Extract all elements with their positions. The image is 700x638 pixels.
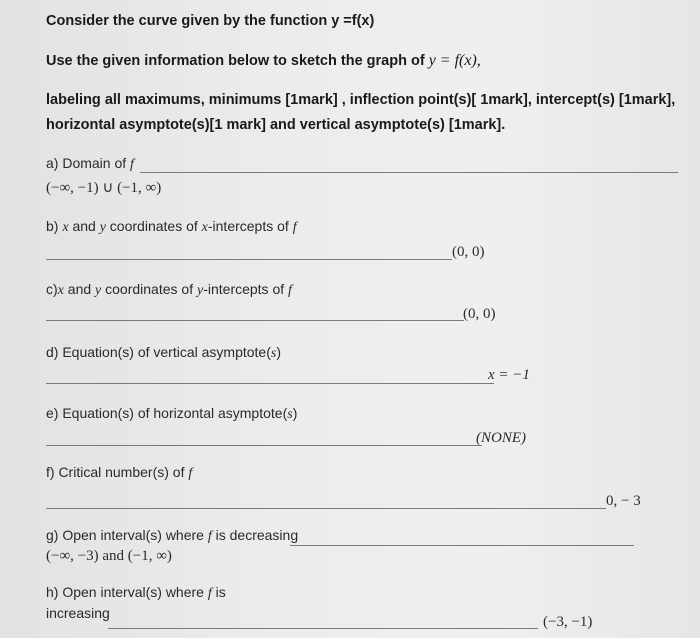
- question-h-prefix: h) Open interval(s) where: [46, 584, 208, 600]
- answer-b: (0, 0): [452, 244, 485, 260]
- question-b-prefix: b): [46, 218, 63, 234]
- answer-line-f: [46, 508, 606, 509]
- question-c-mid: and: [63, 281, 96, 297]
- question-g-prefix: g) Open interval(s) where: [46, 527, 208, 543]
- question-c-f: f: [288, 283, 292, 298]
- question-f-label: [46, 464, 192, 482]
- question-d-prefix: d) Equation(s) of vertical asymptote(: [46, 344, 271, 360]
- question-b-y: y: [99, 220, 106, 235]
- answer-h: (−3, −1): [543, 614, 593, 630]
- question-c-label: [46, 281, 292, 299]
- answer-line-h: [108, 628, 538, 629]
- question-e-s: s: [287, 407, 293, 422]
- question-h-end: is: [211, 584, 226, 600]
- answer-line-c: [46, 320, 464, 321]
- question-b-mid2: coordinates of: [105, 218, 202, 234]
- question-g-end: is decreasing: [211, 527, 299, 543]
- question-f-prefix: f) Critical number(s) of: [46, 464, 189, 480]
- answer-line-g: [290, 545, 634, 546]
- instruction-line-2: [46, 52, 481, 70]
- answer-d: x = −1: [488, 367, 530, 383]
- question-g-label: [46, 527, 298, 545]
- question-f-f: f: [188, 466, 193, 481]
- question-c-end: -intercepts of: [203, 281, 289, 297]
- question-d-label: [46, 344, 281, 362]
- question-a-label: [46, 155, 134, 173]
- question-e-end: ): [292, 405, 298, 421]
- instruction-line-4: horizontal asymptote(s)[1 mark] and vertical asymptote(s) [1mark].: [46, 117, 506, 133]
- question-a-text: a) Domain of: [46, 155, 131, 171]
- question-e-prefix: e) Equation(s) of horizontal asymptote(: [46, 405, 288, 421]
- answer-line-d: [46, 383, 494, 384]
- answer-line-e: [46, 445, 482, 446]
- question-h-label-line2: increasing: [46, 605, 110, 621]
- question-b-f: f: [292, 220, 297, 235]
- question-e-label: [46, 405, 297, 423]
- question-h-label: [46, 584, 226, 602]
- question-d-s: s: [270, 346, 277, 361]
- question-h-f: f: [207, 586, 212, 601]
- question-b-mid: and: [68, 218, 100, 234]
- question-c-y2: y: [196, 283, 204, 298]
- question-b-x: x: [62, 220, 69, 235]
- question-d-end: ): [276, 344, 281, 360]
- question-b-x2: x: [201, 220, 208, 235]
- answer-line-a: [140, 172, 678, 173]
- instruction-line-1: Consider the curve given by the function y =f(x): [46, 13, 375, 29]
- question-b-end: -intercepts of: [207, 218, 293, 234]
- answer-line-b: [46, 259, 452, 260]
- question-b-label: [46, 218, 297, 236]
- answer-f: 0, − 3: [606, 493, 641, 509]
- question-c-x: x: [57, 283, 64, 298]
- answer-g: (−∞, −3) and (−1, ∞): [46, 548, 172, 564]
- instruction-line-2-text: Use the given information below to sketch the graph of: [46, 53, 429, 69]
- instruction-line-3: labeling all maximums, minimums [1mark] , inflection point(s)[ 1mark], intercept(s) [1mark],: [46, 92, 676, 108]
- question-a-math: f: [130, 157, 134, 172]
- answer-e: (NONE): [476, 430, 526, 446]
- instruction-line-2-math: y = f(x),: [428, 52, 481, 69]
- answer-c: (0, 0): [463, 306, 496, 322]
- question-g-f: f: [207, 529, 212, 544]
- question-c-mid2: coordinates of: [101, 281, 197, 297]
- question-c-y: y: [95, 283, 102, 298]
- answer-a: (−∞, −1) ∪ (−1, ∞): [46, 180, 162, 196]
- question-c-prefix: c): [46, 281, 58, 297]
